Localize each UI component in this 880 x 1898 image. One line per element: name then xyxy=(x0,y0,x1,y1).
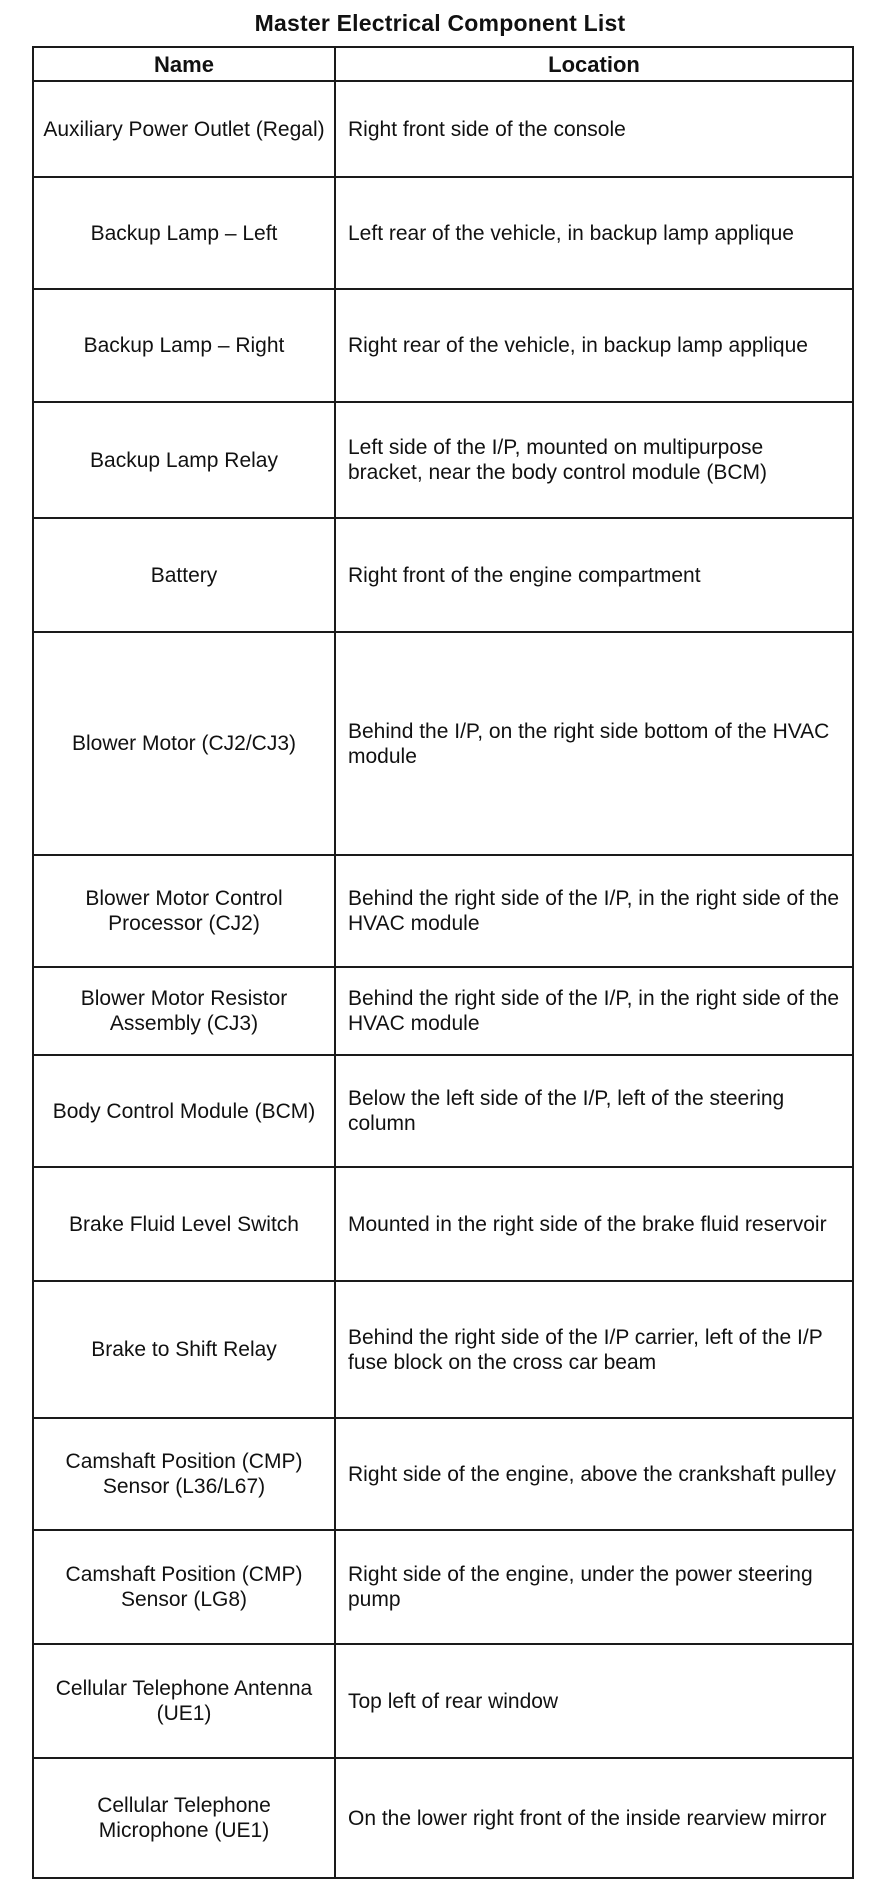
table-row xyxy=(33,518,853,632)
column-header-name: Name xyxy=(33,47,335,81)
component-name: Camshaft Position (CMP) Sensor (LG8) xyxy=(33,1530,335,1644)
component-location: On the lower right front of the inside rearview mirror xyxy=(335,1758,853,1878)
component-location: Below the left side of the I/P, left of the steering column xyxy=(335,1055,853,1167)
table-row xyxy=(33,289,853,402)
table-row xyxy=(33,632,853,855)
table-row xyxy=(33,402,853,518)
component-name: Cellular Telephone Microphone (UE1) xyxy=(33,1758,335,1878)
component-location: Left rear of the vehicle, in backup lamp applique xyxy=(335,177,853,289)
component-location: Right rear of the vehicle, in backup lamp applique xyxy=(335,289,853,402)
table-row xyxy=(33,1167,853,1281)
component-name: Cellular Telephone Antenna (UE1) xyxy=(33,1644,335,1758)
table-row xyxy=(33,177,853,289)
component-location: Top left of rear window xyxy=(335,1644,853,1758)
component-name: Blower Motor (CJ2/CJ3) xyxy=(33,632,335,855)
component-name: Backup Lamp – Left xyxy=(33,177,335,289)
table-row xyxy=(33,1758,853,1878)
column-header-location: Location xyxy=(335,47,853,81)
component-location: Behind the right side of the I/P carrier, left of the I/P fuse block on the cross car beam xyxy=(335,1281,853,1418)
component-location: Right front of the engine compartment xyxy=(335,518,853,632)
component-location: Left side of the I/P, mounted on multipurpose bracket, near the body control module (BCM) xyxy=(335,402,853,518)
table-row xyxy=(33,855,853,967)
component-location: Behind the right side of the I/P, in the right side of the HVAC module xyxy=(335,967,853,1055)
table-header-row xyxy=(33,47,853,81)
table-row xyxy=(33,1418,853,1530)
component-table xyxy=(32,46,854,1879)
component-name: Blower Motor Control Processor (CJ2) xyxy=(33,855,335,967)
component-location: Right front side of the console xyxy=(335,81,853,177)
component-location: Right side of the engine, above the crankshaft pulley xyxy=(335,1418,853,1530)
table-row xyxy=(33,1055,853,1167)
component-location: Right side of the engine, under the power steering pump xyxy=(335,1530,853,1644)
component-name: Camshaft Position (CMP) Sensor (L36/L67) xyxy=(33,1418,335,1530)
component-location: Behind the I/P, on the right side bottom of the HVAC module xyxy=(335,632,853,855)
component-name: Blower Motor Resistor Assembly (CJ3) xyxy=(33,967,335,1055)
component-name: Backup Lamp Relay xyxy=(33,402,335,518)
component-name: Battery xyxy=(33,518,335,632)
component-name: Body Control Module (BCM) xyxy=(33,1055,335,1167)
component-location: Behind the right side of the I/P, in the right side of the HVAC module xyxy=(335,855,853,967)
component-name: Backup Lamp – Right xyxy=(33,289,335,402)
table-row xyxy=(33,1530,853,1644)
table-row xyxy=(33,1644,853,1758)
page-title: Master Electrical Component List xyxy=(254,10,626,36)
table-row xyxy=(33,1281,853,1418)
table-row xyxy=(33,967,853,1055)
component-name: Brake to Shift Relay xyxy=(33,1281,335,1418)
component-name: Auxiliary Power Outlet (Regal) xyxy=(33,81,335,177)
table-row xyxy=(33,81,853,177)
component-location: Mounted in the right side of the brake fluid reservoir xyxy=(335,1167,853,1281)
component-name: Brake Fluid Level Switch xyxy=(33,1167,335,1281)
